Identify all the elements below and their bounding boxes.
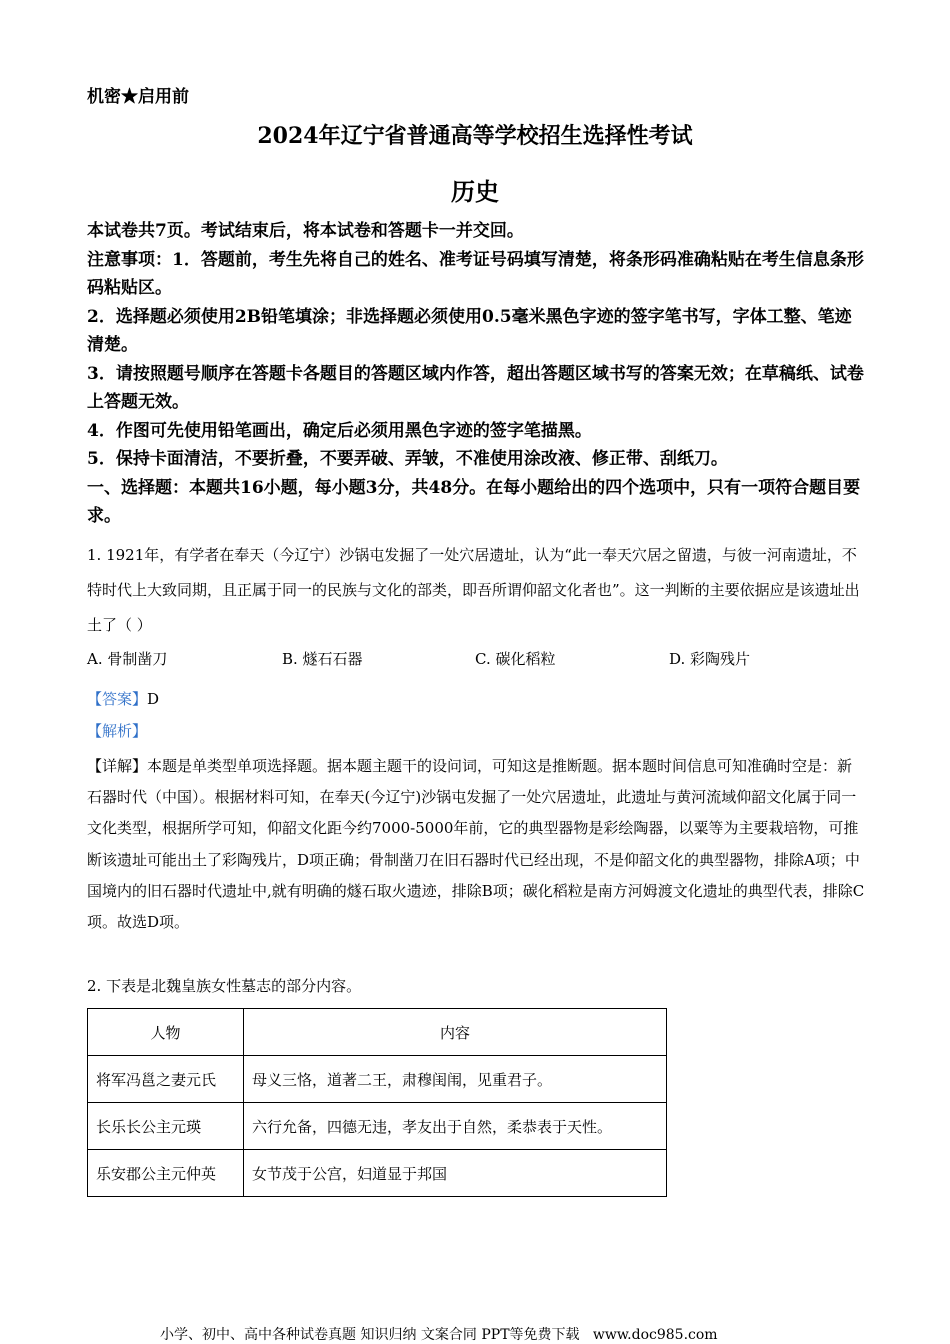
table-row xyxy=(88,1150,667,1197)
instruction-line: 4．作图可先使用铅笔画出，确定后必须用黑色字迹的签字笔描黑。 xyxy=(87,420,592,441)
column-header-person: 人物 xyxy=(88,1009,244,1056)
question-1-options xyxy=(87,648,867,672)
answer-tag: 【答案】 xyxy=(87,690,148,708)
detail-text: 本题是单类型单项选择题。据本题主题干的设问词，可知这是推断题。据本题时间信息可知准确时空是：新石器时代（中国）。根据材料可知，在奉天(今辽宁)沙锅屯发掘了一处穴居遗址，此遗址与黄河流域仰韶文化属于同一文化类型，根据所学可知，仰韶文化距今约7000-5000年前，它的典型器物是彩绘陶器，以粟等为主要栽培物，可推断该遗址可能出土了彩陶残片，D项正确；骨制凿刀在旧石器时代已经出现，不是仰韶文化的典型器物，排除A项；中国境内的旧石器时代遗址中,就有明确的燧石取火遗迹，排除B项；碳化稻粒是南方河姆渡文化遗址的典型代表，排除C项。故选D项。 xyxy=(87,757,865,932)
confidential-label: 机密★启用前 xyxy=(87,87,189,107)
option-c: C. 碳化稻粒 xyxy=(475,650,556,668)
exam-title: 2024年辽宁省普通高等学校招生选择性考试 xyxy=(257,123,693,149)
question-1-text: 1. 1921年，有学者在奉天（今辽宁）沙锅屯发掘了一处穴居遗址，认为“此一奉天穴居之留遗，与彼一河南遗址，不特时代上大致同期，且正属于同一的民族与文化的部类，即吾所谓仰韶文化者也”。这一判断的主要依据应是该遗址出土了（ ） xyxy=(87,546,860,634)
answer-value: D xyxy=(147,690,160,708)
table-row xyxy=(88,1056,667,1103)
explanation-paragraph xyxy=(87,751,867,938)
instruction-line: 本试卷共7页。考试结束后，将本试卷和答题卡一并交回。 xyxy=(87,221,524,241)
section-heading: 一、选择题：本题共16小题，每小题3分，共48分。在每小题给出的四个选项中，只有一项符合题目要求。 xyxy=(87,477,861,526)
question-1-explanation xyxy=(87,751,867,938)
question-1-answer xyxy=(87,683,867,747)
table-row xyxy=(88,1103,667,1150)
column-header-content: 内容 xyxy=(244,1009,667,1056)
footer-text: 小学、初中、高中各种试卷真题 知识归纳 文案合同 PPT等免费下载 xyxy=(160,1327,580,1343)
exam-instructions xyxy=(87,217,867,531)
detail-tag: 【详解】 xyxy=(87,757,148,775)
option-a: A. 骨制凿刀 xyxy=(87,650,168,668)
table-cell-person: 将军冯邕之妻元氏 xyxy=(88,1056,244,1103)
question-2-stem: 2. 下表是北魏皇族女性墓志的部分内容。 xyxy=(87,977,362,995)
analysis-line xyxy=(87,715,867,747)
table-cell-person: 长乐长公主元瑛 xyxy=(88,1103,244,1150)
instruction-line: 5．保持卡面清洁，不要折叠，不要弄破、弄皱，不准使用涂改液、修正带、刮纸刀。 xyxy=(87,449,728,469)
page-footer xyxy=(160,1324,718,1344)
instruction-line: 注意事项：1．答题前，考生先将自己的姓名、准考证号码填写清楚，将条形码准确粘贴在考生信息条形码粘贴区。 xyxy=(87,249,864,298)
table-cell-person: 乐安郡公主元仲英 xyxy=(88,1150,244,1197)
subject-title: 历史 xyxy=(451,177,499,206)
analysis-tag: 【解析】 xyxy=(87,722,148,740)
table-header-row xyxy=(88,1009,667,1056)
table-cell-content: 六行允备，四德无违，孝友出于自然，柔恭表于天性。 xyxy=(244,1103,667,1150)
answer-line xyxy=(87,683,867,715)
instruction-line: 3．请按照题号顺序在答题卡各题目的答题区域内作答，超出答题区域书写的答案无效；在草稿纸、试卷上答题无效。 xyxy=(87,363,864,412)
table-cell-content: 母义三恪，道著二王，肃穆闺闱，见重君子。 xyxy=(244,1056,667,1103)
instruction-line: 2．选择题必须使用2B铅笔填涂；非选择题必须使用0.5毫米黑色字迹的签字笔书写，字体工整、笔迹清楚。 xyxy=(87,306,852,355)
option-d: D. 彩陶残片 xyxy=(669,650,751,668)
epitaph-table xyxy=(87,1008,667,1197)
footer-url[interactable]: www.doc985.com xyxy=(592,1327,718,1343)
option-b: B. 燧石石器 xyxy=(282,650,363,668)
question-1-stem xyxy=(87,538,867,643)
table-cell-content: 女节茂于公宫，妇道显于邦国 xyxy=(244,1150,667,1197)
